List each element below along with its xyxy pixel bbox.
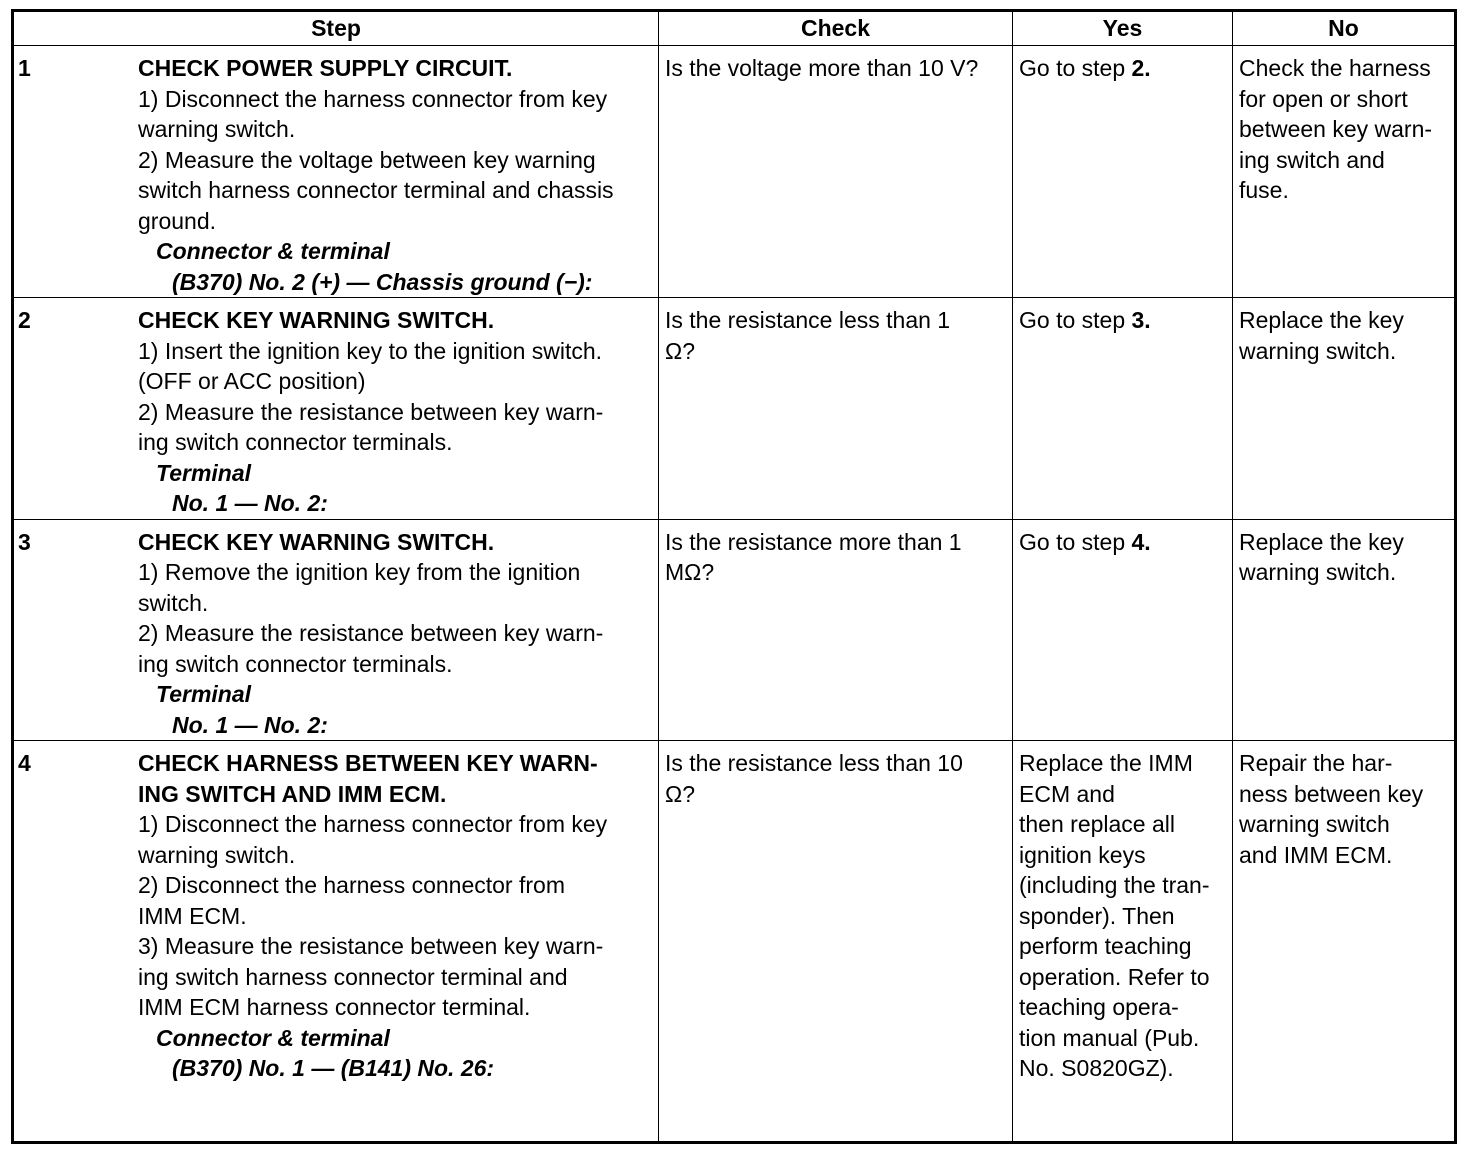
- yes-line: perform teaching: [1019, 933, 1192, 959]
- header-check: Check: [659, 11, 1013, 46]
- check-content: [659, 741, 1012, 809]
- step-cell: [13, 741, 659, 1143]
- table-row: [13, 741, 1456, 1143]
- spec-value: No. 1 — No. 2:: [172, 490, 328, 516]
- step-number: 1: [18, 55, 31, 81]
- yes-content: [1013, 520, 1232, 558]
- instruction-line: IMM ECM harness connector terminal.: [138, 994, 531, 1020]
- yes-line: No. S0820GZ).: [1019, 1055, 1174, 1081]
- no-cell: [1233, 46, 1456, 298]
- instruction-line: 1) Remove the ignition key from the ignition: [138, 559, 581, 585]
- instruction-line: ing switch harness connector terminal and: [138, 963, 568, 990]
- step-title: ING SWITCH AND IMM ECM.: [138, 780, 447, 807]
- instruction-line: IMM ECM.: [138, 902, 247, 929]
- instruction-line: switch harness connector terminal and chassis: [138, 177, 614, 203]
- check-line: Ω?: [665, 780, 695, 807]
- yes-line: then replace all: [1019, 811, 1175, 837]
- no-line: fuse.: [1239, 177, 1289, 203]
- spec-value: No. 1 — No. 2:: [172, 711, 328, 738]
- instruction-line: warning switch.: [138, 841, 296, 868]
- yes-line: ECM and: [1019, 780, 1115, 807]
- no-content: [1233, 298, 1454, 366]
- check-line: Is the resistance less than 10: [665, 750, 963, 776]
- check-cell: [659, 46, 1013, 298]
- no-line: Check the harness: [1239, 55, 1431, 81]
- table-row: [13, 298, 1456, 520]
- step-number: 2: [18, 307, 31, 333]
- yes-cell: [1013, 741, 1233, 1143]
- step-title: CHECK KEY WARNING SWITCH.: [138, 528, 495, 555]
- yes-content: [1013, 46, 1232, 84]
- no-line: Replace the key: [1239, 307, 1404, 333]
- header-no: No: [1233, 11, 1456, 46]
- instruction-line: 2) Measure the resistance between key warn-: [138, 620, 604, 646]
- check-cell: [659, 298, 1013, 520]
- step-cell: [13, 46, 659, 298]
- no-line: ness between key: [1239, 780, 1424, 807]
- yes-goto: [1019, 527, 1226, 558]
- step-title: CHECK KEY WARNING SWITCH.: [138, 307, 495, 333]
- spec-label: Terminal: [156, 459, 252, 486]
- step-content: [14, 298, 658, 519]
- check-line: Ω?: [665, 337, 695, 364]
- check-line: Is the resistance more than 1: [665, 528, 962, 555]
- step-body: [138, 527, 654, 741]
- diagnostic-table: [11, 9, 1457, 1144]
- yes-goto-step: 2.: [1131, 55, 1151, 81]
- spec-value: (B370) No. 1 — (B141) No. 26:: [172, 1055, 495, 1081]
- check-line: Is the resistance less than 1: [665, 307, 951, 333]
- instruction-line: 2) Measure the voltage between key warning: [138, 146, 596, 173]
- step-content: [14, 520, 658, 741]
- table-row: [13, 46, 1456, 298]
- yes-line: operation. Refer to: [1019, 963, 1210, 990]
- step-cell: [13, 519, 659, 741]
- yes-cell: [1013, 519, 1233, 741]
- table-row: [13, 519, 1456, 741]
- no-cell: [1233, 741, 1456, 1143]
- yes-line: Replace the IMM: [1019, 750, 1193, 776]
- yes-cell: [1013, 298, 1233, 520]
- no-content: [1233, 46, 1454, 206]
- step-title: CHECK HARNESS BETWEEN KEY WARN-: [138, 750, 598, 776]
- header-row: [13, 11, 1456, 46]
- yes-line: tion manual (Pub.: [1019, 1024, 1200, 1051]
- yes-line: teaching opera-: [1019, 994, 1179, 1020]
- yes-line: sponder). Then: [1019, 902, 1175, 929]
- header-yes: Yes: [1013, 11, 1233, 46]
- yes-goto-step: 4.: [1131, 528, 1151, 555]
- yes-line: (including the tran-: [1019, 872, 1210, 898]
- step-cell: [13, 298, 659, 520]
- check-line: MΩ?: [665, 559, 715, 585]
- check-cell: [659, 519, 1013, 741]
- check-content: [659, 520, 1012, 588]
- yes-goto-step: 3.: [1131, 307, 1151, 333]
- yes-content: [1013, 741, 1232, 1084]
- no-line: Replace the key: [1239, 528, 1404, 555]
- yes-goto-text: Go to step: [1019, 528, 1132, 555]
- instruction-line: 1) Insert the ignition key to the ignition switch.: [138, 337, 603, 364]
- no-line: for open or short: [1239, 85, 1408, 112]
- no-line: and IMM ECM.: [1239, 841, 1393, 868]
- check-line: Is the voltage more than 10 V?: [665, 55, 979, 81]
- no-line: Repair the har-: [1239, 750, 1393, 776]
- no-cell: [1233, 298, 1456, 520]
- instruction-line: 1) Disconnect the harness connector from key: [138, 811, 608, 837]
- instruction-line: (OFF or ACC position): [138, 368, 366, 394]
- step-content: [14, 46, 658, 297]
- no-line: between key warn-: [1239, 116, 1433, 142]
- instruction-line: 2) Measure the resistance between key warn-: [138, 398, 604, 425]
- no-content: [1233, 741, 1454, 870]
- instruction-line: ground.: [138, 207, 217, 234]
- step-number: 4: [18, 750, 31, 776]
- instruction-line: 3) Measure the resistance between key warn-: [138, 933, 604, 959]
- check-content: [659, 298, 1012, 366]
- no-cell: [1233, 519, 1456, 741]
- no-line: ing switch and: [1239, 146, 1385, 173]
- yes-goto-text: Go to step: [1019, 307, 1132, 333]
- no-line: warning switch.: [1239, 337, 1397, 364]
- yes-goto: [1019, 53, 1226, 84]
- step-body: [138, 305, 654, 519]
- step-title: CHECK POWER SUPPLY CIRCUIT.: [138, 55, 513, 81]
- spec-label: Connector & terminal: [156, 238, 390, 264]
- step-body: [138, 748, 654, 1084]
- check-content: [659, 46, 1012, 84]
- instruction-line: warning switch.: [138, 116, 296, 142]
- yes-goto-text: Go to step: [1019, 55, 1132, 81]
- spec-label: Connector & terminal: [156, 1024, 390, 1051]
- header-step: Step: [13, 11, 659, 46]
- spec-label: Terminal: [156, 681, 252, 707]
- no-line: warning switch: [1239, 811, 1390, 837]
- instruction-line: ing switch connector terminals.: [138, 650, 453, 677]
- spec-value: (B370) No. 2 (+) — Chassis ground (−):: [172, 268, 593, 295]
- no-line: warning switch.: [1239, 559, 1397, 585]
- yes-content: [1013, 298, 1232, 336]
- step-number: 3: [18, 528, 31, 555]
- instruction-line: 2) Disconnect the harness connector from: [138, 872, 565, 898]
- check-cell: [659, 741, 1013, 1143]
- no-content: [1233, 520, 1454, 588]
- instruction-line: 1) Disconnect the harness connector from key: [138, 85, 608, 112]
- yes-line: ignition keys: [1019, 841, 1146, 868]
- instruction-line: ing switch connector terminals.: [138, 429, 453, 455]
- instruction-line: switch.: [138, 589, 209, 616]
- yes-goto: [1019, 305, 1226, 336]
- step-body: [138, 53, 654, 297]
- yes-cell: [1013, 46, 1233, 298]
- step-content: [14, 741, 658, 1084]
